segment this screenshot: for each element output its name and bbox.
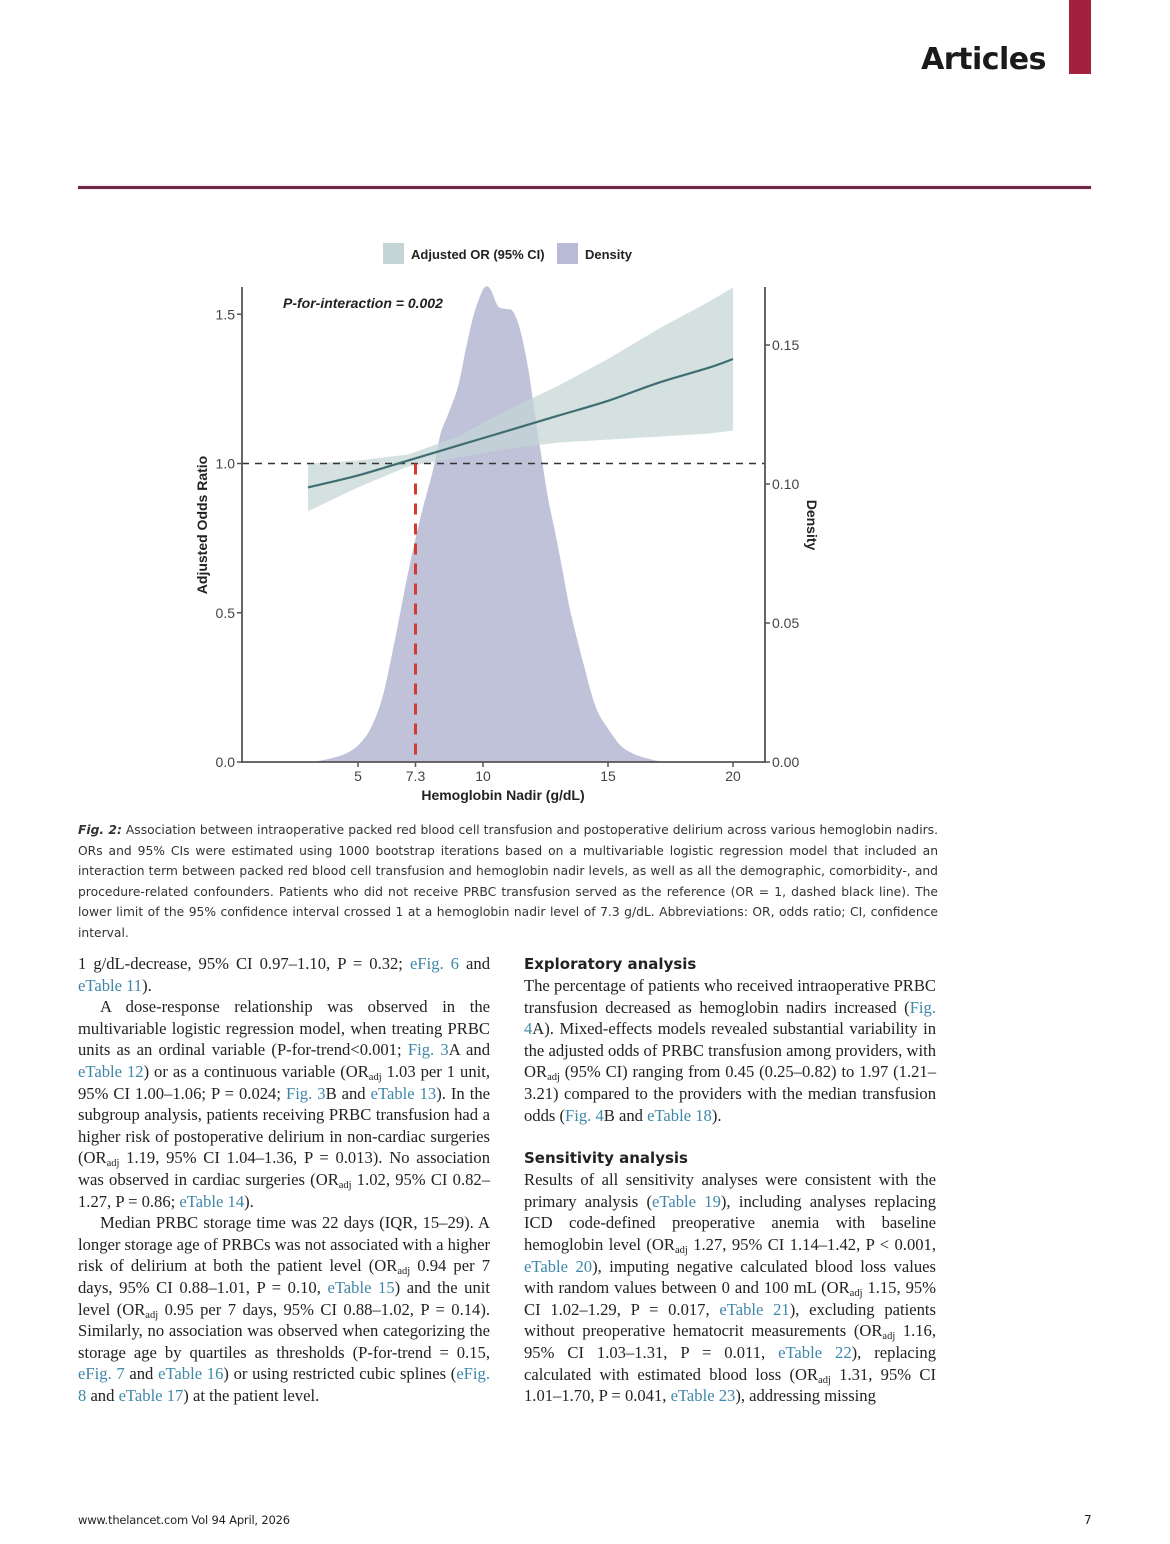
x-tick-label: 7.3 [405,768,426,784]
heading-sensitivity-analysis: Sensitivity analysis [524,1149,688,1168]
text: B and [603,1105,648,1125]
text: 1.03 per 1 unit, 95% CI 1.00–1.06; P = 0.024; [78,1061,490,1103]
chart-legend [383,243,633,264]
text: 1 g/dL-decrease, 95% CI 0.97–1.10, P = 0.32; [78,954,410,973]
text: A and [448,1040,490,1060]
link-efig-8[interactable]: eFig. 8 [78,1364,490,1405]
subscript: adj [674,1244,688,1256]
text: 1.27, 95% CI 1.14–1.42, P < 0.001, [687,1234,936,1254]
section-label: Articles [921,42,1046,77]
y-tick-label: 0.5 [215,604,235,621]
annotation-p-for-interaction: P-for-interaction = 0.002 [283,295,443,311]
paragraph [78,1212,490,1406]
text: ), imputing negative calculated blood loss values with random values between 0 and 100 mL (OR [524,1256,936,1298]
link-etable-16[interactable]: eTable 16 [158,1364,224,1384]
text: and [124,1364,159,1384]
y-tick-label: 1.5 [215,306,235,323]
subscript: adj [882,1331,896,1343]
subscript: adj [397,1266,411,1278]
text: ). [244,1191,254,1211]
subscript: adj [145,1309,159,1321]
link-etable-21[interactable]: eTable 21 [719,1299,790,1319]
link-efig-7[interactable]: eFig. 7 [78,1364,125,1384]
body-column-left [78,953,490,1406]
subscript: adj [547,1072,560,1084]
text: 1.02, 95% CI 0.82–1.27, P = 0.86; [78,1169,490,1211]
text: 1.15, 95% CI 1.02–1.29, P = 0.017, [524,1278,936,1319]
text: B and [325,1083,371,1103]
subscript: adj [849,1288,863,1300]
text: The percentage of patients who received intraoperative PRBC transfusion decreased as hemoglobin nadirs increased ( [524,976,936,1017]
text: ), replacing calculated with estimated blood loss (OR [524,1342,936,1384]
paragraph [524,975,936,1126]
caption-text: Association between intraoperative packed red blood cell transfusion and postoperative delirium across various hemoglobin nadirs. ORs and 95% CIs were estimated using 1000 bootstrap iterations based on a multivariable logistic regression model that included an interaction term between packed red blood cell transfusion and hemoglobin nadir levels, as well as all the demographic, comorbidity-, and procedure-related confounders. Patients who did not receive PRBC transfusion served as the reference (OR = 1, dashed black line). The lower limit of the 95% confidence interval crossed 1 at a hemoglobin nadir level of 7.3 g/dL. Abbreviations: OR, odds ratio; CI, confidence interval. [78,823,939,940]
section-color-tab [1069,0,1091,74]
x-tick-label: 15 [600,768,616,784]
text: ). [142,975,152,995]
subscript: adj [368,1071,382,1083]
caption-label: Fig. 2: [78,823,122,837]
y2-tick-label: 0.15 [772,337,800,353]
text: 1.16, 95% CI 1.03–1.31, P = 0.011, [524,1321,937,1362]
figure-2-chart [0,230,1170,810]
x-tick-label: 10 [475,768,491,784]
subscript: adj [338,1179,352,1191]
link-etable-20[interactable]: eTable 20 [524,1256,593,1276]
text: 1.19, 95% CI 1.04–1.36, P = 0.013). No association was observed in cardiac surgeries (OR [78,1148,490,1189]
text: and [86,1385,119,1405]
text: ), including analyses replacing ICD code-defined preoperative anemia with baseline hemoglobin level (OR [524,1191,936,1254]
header-divider [78,186,1091,189]
text: Median PRBC storage time was 22 days (IQR, 15–29). A longer storage age of PRBCs was not associated with a higher risk of delirium at both the patient level (OR [78,1213,490,1276]
legend-label-or: Adjusted OR (95% CI) [411,247,545,262]
text: and [458,954,490,973]
figure-caption [78,820,938,943]
text: ), excluding patients without preoperative hematocrit measurements (OR [524,1299,936,1341]
link-etable-17[interactable]: eTable 17 [118,1385,184,1405]
link-etable-23[interactable]: eTable 23 [670,1386,736,1406]
y-tick-label: 1.0 [215,455,235,472]
link-efig-6[interactable]: eFig. 6 [409,954,459,973]
y-axis-label: Adjusted Odds Ratio [194,455,210,595]
x-axis-label: Hemoglobin Nadir (g/dL) [421,787,585,803]
paragraph [524,1169,936,1407]
legend-swatch-or [383,243,404,264]
subscript: adj [818,1374,831,1386]
text: A). Mixed-effects models revealed substantial variability in the adjusted odds of PRBC transfusion among providers, with OR [524,1019,936,1082]
text: ) or as a continuous variable (OR [143,1061,369,1081]
text: 1.31, 95% CI 1.01–1.70, P = 0.041, [524,1364,936,1406]
body-column-right [524,953,936,1407]
legend-swatch-density [557,243,578,264]
x-tick-label: 20 [725,768,741,784]
link-fig-3a[interactable]: Fig. 3 [407,1040,449,1060]
y2-tick-label: 0.00 [772,754,800,770]
text: ) at the patient level. [183,1385,320,1405]
text: ) or using restricted cubic splines ( [223,1364,457,1384]
link-etable-12[interactable]: eTable 12 [78,1061,144,1081]
link-etable-13[interactable]: eTable 13 [370,1083,437,1103]
text: Results of all sensitivity analyses were consistent with the primary analysis ( [524,1170,936,1211]
link-etable-22[interactable]: eTable 22 [778,1342,852,1362]
text: ), addressing missing [735,1386,876,1406]
text: 0.94 per 7 days, 95% CI 0.88–1.01, P = 0.10, [78,1256,490,1297]
subscript: adj [106,1158,120,1170]
text: ) and the unit level (OR [78,1277,490,1319]
text: ). In the subgroup analysis, patients receiving PRBC transfusion had a higher risk of postoperative delirium in non-cardiac surgeries (OR [78,1083,490,1168]
paragraph [78,996,490,1212]
link-fig-4b[interactable]: Fig. 4 [565,1105,604,1125]
link-etable-15[interactable]: eTable 15 [327,1277,395,1297]
page-number: 7 [1084,1513,1092,1527]
y-tick-label: 0.0 [215,754,235,770]
text: 0.95 per 7 days, 95% CI 0.88–1.02, P = 0.14). Similarly, no association was observed when categorizing the storage age by quartiles as thresholds (P-for-trend = 0.15, [78,1299,490,1362]
y2-tick-label: 0.10 [772,476,800,492]
link-etable-19[interactable]: eTable 19 [652,1191,721,1211]
y2-tick-label: 0.05 [772,615,800,631]
link-fig-3b[interactable]: Fig. 3 [285,1083,326,1103]
heading-exploratory-analysis: Exploratory analysis [524,955,697,973]
x-tick-label: 5 [354,768,362,784]
footer-journal-info: www.thelancet.com Vol 94 April, 2026 [78,1513,290,1527]
text: A dose-response relationship was observed in the multivariable logistic regression model, when treating PRBC units as an ordinal variable (P-for-trend<0.001; [78,997,490,1060]
text: (95% CI) ranging from 0.45 (0.25–0.82) to 1.97 (1.21–3.21) compared to the providers with the median transfusion odds ( [524,1062,936,1125]
link-etable-11[interactable]: eTable 11 [78,975,143,995]
link-etable-18[interactable]: eTable 18 [647,1105,712,1125]
y2-axis-label: Density [804,499,820,551]
legend-label-density: Density [585,247,632,262]
text: ). [711,1105,722,1125]
paragraph [78,953,490,996]
link-etable-14[interactable]: eTable 14 [179,1191,245,1211]
link-fig-4a[interactable]: Fig. 4 [524,997,936,1039]
